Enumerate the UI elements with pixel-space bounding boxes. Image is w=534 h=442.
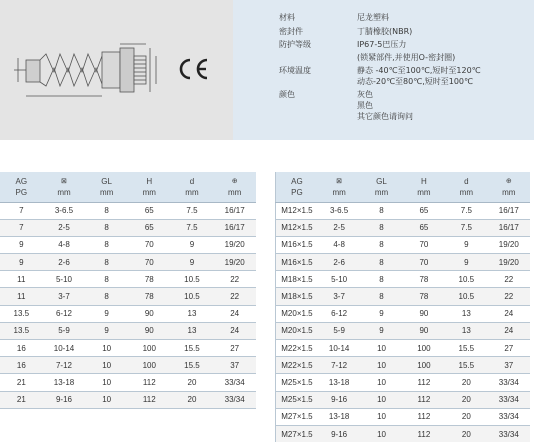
spec-value: 灰色: [357, 90, 373, 99]
table-cell: 13-18: [318, 408, 360, 425]
table-cell: 2-6: [318, 254, 360, 271]
table-row: [0, 271, 256, 288]
table-cell: M12×1.5: [276, 219, 318, 236]
table-cell: 3-7: [318, 288, 360, 305]
table-cell: 20: [445, 425, 487, 442]
table-cell: M12×1.5: [276, 202, 318, 219]
table-cell: 22: [213, 288, 256, 305]
table-cell: 37: [488, 357, 530, 374]
table-cell: 15.5: [171, 357, 214, 374]
table-row: [0, 219, 256, 236]
table-row: [276, 357, 531, 374]
table-row: [276, 305, 531, 322]
table-row: [276, 408, 531, 425]
cable-range-icon: ⊠: [336, 178, 343, 186]
table-cell: 9: [0, 254, 43, 271]
col-gl: [360, 172, 402, 202]
table-cell: M20×1.5: [276, 305, 318, 322]
table-cell: 78: [128, 288, 171, 305]
spec-label: 材料: [279, 13, 295, 22]
table-cell: 13: [171, 305, 214, 322]
spec-value: (锁紧部件,并使用O-密封圈): [357, 53, 456, 62]
table-row: [276, 236, 531, 253]
table-cell: M16×1.5: [276, 254, 318, 271]
table-row: [276, 340, 531, 357]
table-cell: M20×1.5: [276, 322, 318, 339]
ce-mark-icon: [176, 56, 210, 82]
col-gl: [85, 172, 128, 202]
table-cell: 10: [360, 357, 402, 374]
table-cell: 70: [128, 236, 171, 253]
table-cell: 10.5: [171, 271, 214, 288]
spec-label: 颜色: [279, 90, 295, 99]
dimension-table-metric: [275, 172, 530, 442]
table-cell: 112: [128, 391, 171, 408]
table-cell: 7.5: [445, 202, 487, 219]
table-cell: 15.5: [445, 340, 487, 357]
wrench-size-icon: ⊕: [231, 178, 238, 186]
table-cell: 33/34: [488, 408, 530, 425]
table-cell: M25×1.5: [276, 391, 318, 408]
table-cell: 9: [85, 322, 128, 339]
table-cell: 13.5: [0, 305, 43, 322]
header-top: GL: [101, 176, 112, 186]
table-cell: 8: [85, 202, 128, 219]
header-bottom: mm: [332, 188, 346, 198]
table-cell: 7.5: [171, 219, 214, 236]
table-cell: 9: [445, 236, 487, 253]
table-row: [0, 288, 256, 305]
table-cell: 22: [488, 288, 530, 305]
table-row: [0, 391, 256, 408]
table-cell: 5-9: [318, 322, 360, 339]
spec-value: 尼龙塑料: [357, 13, 389, 22]
table-cell: 112: [403, 408, 445, 425]
table-cell: 7: [0, 202, 43, 219]
col-d: [445, 172, 487, 202]
header-bottom: mm: [99, 187, 114, 197]
table-cell: 8: [85, 288, 128, 305]
table-header-row: [276, 172, 531, 202]
table-row: [0, 322, 256, 339]
spec-label: 环境温度: [279, 66, 311, 75]
table-cell: 9-16: [318, 425, 360, 442]
table-row: [0, 374, 256, 391]
table-cell: 9: [445, 254, 487, 271]
spec-value: 动态-20℃至80℃,短时至100℃: [357, 77, 474, 86]
table-cell: 11: [0, 271, 43, 288]
header-bottom: mm: [459, 187, 473, 197]
table-cell: 19/20: [213, 254, 256, 271]
table-cell: 19/20: [213, 236, 256, 253]
table-cell: 7.5: [171, 202, 214, 219]
table-cell: 16/17: [213, 202, 256, 219]
table-cell: 70: [403, 236, 445, 253]
table-cell: 10-14: [43, 340, 86, 357]
table-cell: 19/20: [488, 236, 530, 253]
header-bottom: mm: [185, 187, 199, 197]
header-bottom: mm: [374, 187, 389, 197]
col-cable-range: [43, 172, 86, 202]
table-cell: 10.5: [171, 288, 214, 305]
wrench-size-icon: ⊕: [505, 178, 512, 186]
table-cell: 22: [213, 271, 256, 288]
header-bottom: mm: [502, 188, 516, 198]
table-cell: 8: [360, 288, 402, 305]
col-cable-range: [318, 172, 360, 202]
table-cell: 27: [488, 340, 530, 357]
table-cell: 20: [171, 391, 214, 408]
table-cell: 33/34: [488, 391, 530, 408]
table-cell: 11: [0, 288, 43, 305]
table-cell: 5-10: [43, 271, 86, 288]
table-row: [276, 219, 531, 236]
spec-value: IP67-5巴压力: [357, 40, 407, 49]
spec-value: 黑色: [357, 101, 373, 110]
table-cell: M18×1.5: [276, 271, 318, 288]
table-cell: 5-10: [318, 271, 360, 288]
table-cell: 78: [403, 271, 445, 288]
table-cell: 10: [85, 340, 128, 357]
table-cell: 9: [171, 254, 214, 271]
table-cell: 8: [360, 271, 402, 288]
header-bottom: PG: [291, 187, 303, 197]
header-bottom: mm: [57, 188, 71, 198]
col-h: [128, 172, 171, 202]
spec-value: 丁腈橡胶(NBR): [357, 27, 413, 36]
table-cell: 10: [360, 425, 402, 442]
table-row: [0, 236, 256, 253]
table-cell: 9-16: [43, 391, 86, 408]
table-row: [0, 254, 256, 271]
table-cell: 7.5: [445, 219, 487, 236]
table-cell: 78: [403, 288, 445, 305]
table-cell: 20: [445, 374, 487, 391]
table-cell: 21: [0, 391, 43, 408]
table-cell: 112: [128, 374, 171, 391]
table-row: [276, 288, 531, 305]
table-cell: 13: [171, 322, 214, 339]
table-cell: 33/34: [488, 374, 530, 391]
table-cell: 15.5: [445, 357, 487, 374]
table-cell: 10: [360, 408, 402, 425]
table-row: [0, 357, 256, 374]
table-row: [0, 340, 256, 357]
table-cell: 2-5: [318, 219, 360, 236]
table-cell: M18×1.5: [276, 288, 318, 305]
table-cell: 7-12: [43, 357, 86, 374]
dimension-table-pg: [0, 172, 256, 409]
table-cell: M16×1.5: [276, 236, 318, 253]
header-top: d: [189, 176, 195, 186]
header-bottom: mm: [142, 187, 156, 197]
table-cell: 90: [128, 305, 171, 322]
table-row: [276, 202, 531, 219]
table-cell: 27: [213, 340, 256, 357]
table-cell: 4-8: [318, 236, 360, 253]
table-cell: 3-7: [43, 288, 86, 305]
table-cell: 9: [360, 305, 402, 322]
table-cell: 78: [128, 271, 171, 288]
table-body: [276, 202, 531, 442]
table-cell: 8: [360, 219, 402, 236]
table-cell: 10: [360, 340, 402, 357]
table-cell: 2-6: [43, 254, 86, 271]
table-cell: 100: [403, 357, 445, 374]
table-cell: 33/34: [213, 391, 256, 408]
table-cell: 8: [360, 236, 402, 253]
header-top: AG: [15, 176, 28, 186]
table-cell: M22×1.5: [276, 357, 318, 374]
table-cell: M27×1.5: [276, 408, 318, 425]
specification-panel: [233, 0, 534, 140]
table-cell: 2-5: [43, 219, 86, 236]
table-cell: 65: [403, 202, 445, 219]
table-cell: 16/17: [488, 219, 530, 236]
col-wrench: [213, 172, 256, 202]
table-cell: 33/34: [213, 374, 256, 391]
table-cell: 13: [445, 305, 487, 322]
table-cell: 112: [403, 391, 445, 408]
table-cell: 90: [128, 322, 171, 339]
header-top: GL: [376, 176, 387, 186]
col-wrench: [488, 172, 530, 202]
cable-range-icon: ⊠: [61, 178, 67, 186]
table-cell: 13: [445, 322, 487, 339]
table-cell: 10: [360, 374, 402, 391]
header-top: AG: [291, 176, 303, 186]
table-cell: 10.5: [445, 271, 487, 288]
spec-value: 其它颜色请询问: [357, 112, 413, 121]
table-cell: M25×1.5: [276, 374, 318, 391]
col-thread: [0, 172, 43, 202]
table-cell: 9: [0, 236, 43, 253]
table-cell: 16: [0, 340, 43, 357]
table-body: [0, 202, 256, 408]
table-cell: 37: [213, 357, 256, 374]
table-cell: 70: [403, 254, 445, 271]
table-cell: 10.5: [445, 288, 487, 305]
table-cell: 100: [403, 340, 445, 357]
table-cell: 13.5: [0, 322, 43, 339]
product-image-panel: [0, 0, 233, 140]
table-cell: 7: [0, 219, 43, 236]
table-row: [276, 271, 531, 288]
table-cell: 16: [0, 357, 43, 374]
table-row: [0, 305, 256, 322]
table-cell: 9-16: [318, 391, 360, 408]
table-cell: 6-12: [43, 305, 86, 322]
table-cell: 65: [128, 202, 171, 219]
table-cell: 15.5: [171, 340, 214, 357]
table-cell: 13-18: [318, 374, 360, 391]
table-cell: 24: [488, 322, 530, 339]
table-cell: 19/20: [488, 254, 530, 271]
table-cell: 100: [128, 357, 171, 374]
table-cell: 16/17: [488, 202, 530, 219]
table-cell: 112: [403, 374, 445, 391]
table-cell: 10-14: [318, 340, 360, 357]
table-cell: 9: [360, 322, 402, 339]
product-header: [0, 0, 534, 140]
table-cell: 112: [403, 425, 445, 442]
table-cell: 8: [85, 254, 128, 271]
table-cell: 21: [0, 374, 43, 391]
table-row: [276, 374, 531, 391]
header-bottom: mm: [227, 188, 242, 198]
header-top: H: [146, 176, 153, 186]
cable-gland-drawing: [12, 38, 162, 102]
table-cell: 7-12: [318, 357, 360, 374]
table-header-row: [0, 172, 256, 202]
table-cell: 65: [128, 219, 171, 236]
col-d: [171, 172, 214, 202]
table-cell: 16/17: [213, 219, 256, 236]
table-row: [276, 391, 531, 408]
table-cell: 9: [85, 305, 128, 322]
table-cell: 90: [403, 305, 445, 322]
spec-label: 防护等级: [279, 40, 311, 49]
table-cell: 3-6.5: [43, 202, 86, 219]
table-cell: 10: [360, 391, 402, 408]
table-row: [0, 202, 256, 219]
table-cell: 22: [488, 271, 530, 288]
table-cell: 4-8: [43, 236, 86, 253]
table-cell: 9: [171, 236, 214, 253]
table-cell: 8: [85, 271, 128, 288]
table-cell: 8: [85, 236, 128, 253]
header-bottom: PG: [15, 187, 28, 197]
table-cell: 65: [403, 219, 445, 236]
table-cell: 10: [85, 357, 128, 374]
table-cell: 13-18: [43, 374, 86, 391]
header-bottom: mm: [417, 187, 431, 197]
table-cell: M27×1.5: [276, 425, 318, 442]
header-top: d: [464, 176, 469, 186]
col-thread: [276, 172, 318, 202]
table-cell: 24: [213, 305, 256, 322]
table-cell: 100: [128, 340, 171, 357]
table-cell: 5-9: [43, 322, 86, 339]
table-cell: 20: [445, 408, 487, 425]
table-cell: 20: [445, 391, 487, 408]
table-cell: 24: [488, 305, 530, 322]
col-h: [403, 172, 445, 202]
spec-value: 静态 -40℃至100℃,短时至120℃: [357, 66, 481, 75]
header-top: H: [421, 176, 427, 186]
table-cell: 8: [360, 254, 402, 271]
table-row: [276, 322, 531, 339]
table-cell: 6-12: [318, 305, 360, 322]
table-cell: 3-6.5: [318, 202, 360, 219]
table-cell: M22×1.5: [276, 340, 318, 357]
table-cell: 8: [360, 202, 402, 219]
table-cell: 90: [403, 322, 445, 339]
table-cell: 24: [213, 322, 256, 339]
table-row: [276, 425, 531, 442]
table-cell: 10: [85, 374, 128, 391]
table-row: [276, 254, 531, 271]
table-cell: 10: [85, 391, 128, 408]
table-cell: 33/34: [488, 425, 530, 442]
table-cell: 70: [128, 254, 171, 271]
spec-label: 密封件: [279, 27, 303, 36]
table-cell: 20: [171, 374, 214, 391]
table-cell: 8: [85, 219, 128, 236]
